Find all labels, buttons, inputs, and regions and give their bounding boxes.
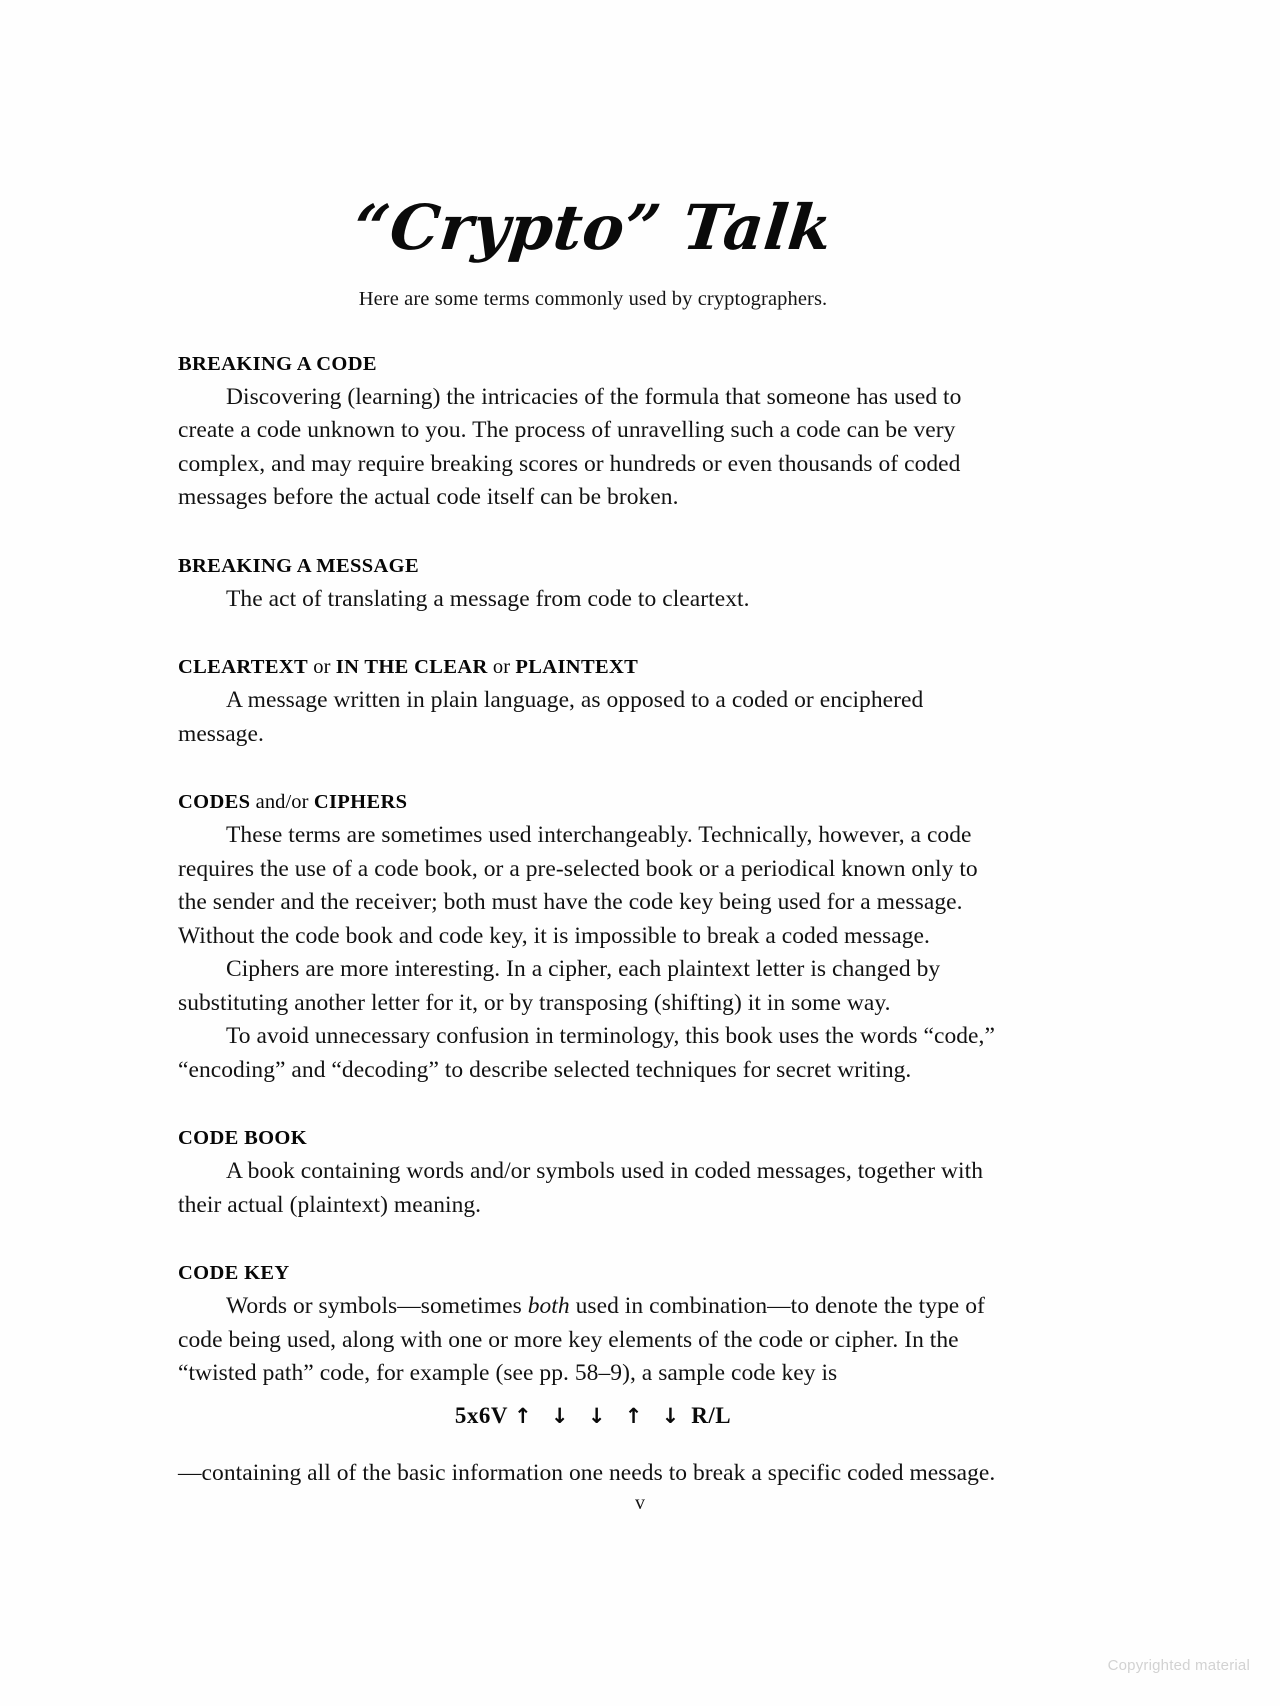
code-key-example — [178, 1403, 1008, 1429]
heading-segment-andor: and/or — [250, 791, 314, 814]
section-heading — [178, 791, 1008, 814]
section-paragraph: The act of translating a message from code to cleartext. — [226, 585, 750, 612]
heading-segment-codes: CODES — [178, 791, 251, 814]
code-key-closing-paragraph: —containing all of the basic information one needs to break a specific coded message. — [178, 1459, 996, 1486]
section-paragraph: A book containing words and/or symbols used in coded messages, together with their actual (plaintext) meaning. — [178, 1158, 983, 1218]
title-block — [178, 0, 1008, 313]
heading-segment-ciphers: CIPHERS — [313, 791, 408, 814]
page-number: v — [635, 1492, 645, 1514]
code-key-arrows-icon: ↑ ↓ ↓ ↑ ↓ — [514, 1403, 686, 1428]
section-code-book — [178, 1127, 1008, 1222]
copyright-watermark: Copyrighted material — [1107, 1657, 1250, 1674]
heading-segment-or-1: or — [308, 656, 336, 679]
section-heading: CODE BOOK — [178, 1127, 308, 1150]
section-paragraph — [178, 1290, 1008, 1391]
section-paragraph: To avoid unnecessary confusion in terminology, this book uses the words “code,” “encoding” and “decoding” to describe selected techniques for secret writing. — [178, 1023, 995, 1083]
heading-segment-cleartext: CLEARTEXT — [178, 656, 309, 679]
section-heading: BREAKING A MESSAGE — [178, 554, 419, 577]
section-breaking-a-message — [178, 555, 1008, 617]
paragraph-fragment-1: Words or symbols—sometimes — [226, 1293, 528, 1320]
code-key-suffix: R/L — [691, 1402, 732, 1428]
page-title: “Crypto” Talk — [350, 191, 836, 264]
code-key-prefix: 5x6V — [454, 1402, 509, 1428]
heading-segment-in-the-clear: IN THE CLEAR — [335, 656, 488, 679]
heading-segment-plaintext: PLAINTEXT — [515, 656, 639, 679]
section-heading: CODE KEY — [178, 1262, 290, 1285]
section-paragraph: Discovering (learning) the intricacies of the formula that someone has used to create a code unknown to you. The process of unravelling such a code can be very complex, and may require breaking scores or hundreds or even thousands of coded messages before the actual code itself can be broken. — [178, 383, 962, 511]
heading-segment-or-2: or — [487, 656, 516, 679]
section-codes-and-ciphers — [178, 791, 1008, 1087]
paragraph-fragment-2: used in combination—to denote the type of code being used, along with one or more key elements of the code or cipher. In the “twisted path” code, for example (see pp. 58–9), a sample code key is — [178, 1293, 985, 1387]
emphasis-both: both — [527, 1293, 570, 1320]
section-cleartext — [178, 656, 1008, 751]
section-paragraph: A message written in plain language, as opposed to a coded or enciphered message. — [178, 687, 924, 747]
page-subtitle: Here are some terms commonly used by cryptographers. — [358, 288, 828, 311]
section-paragraph: Ciphers are more interesting. In a cipher, each plaintext letter is changed by substituting another letter for it, or by transposing (shifting) it in some way. — [178, 956, 941, 1016]
section-heading — [178, 656, 1008, 679]
section-paragraph: These terms are sometimes used interchangeably. Technically, however, a code requires the use of a code book, or a pre-selected book or a periodical known only to the sender and the receiver; both must have the code key being used for a message. Without the code book and code key, it is impossible to break a coded message. — [178, 822, 978, 949]
section-code-key — [178, 1262, 1008, 1490]
section-breaking-a-code — [178, 353, 1008, 515]
section-heading: BREAKING A CODE — [178, 352, 377, 375]
page-content — [178, 0, 1008, 1490]
